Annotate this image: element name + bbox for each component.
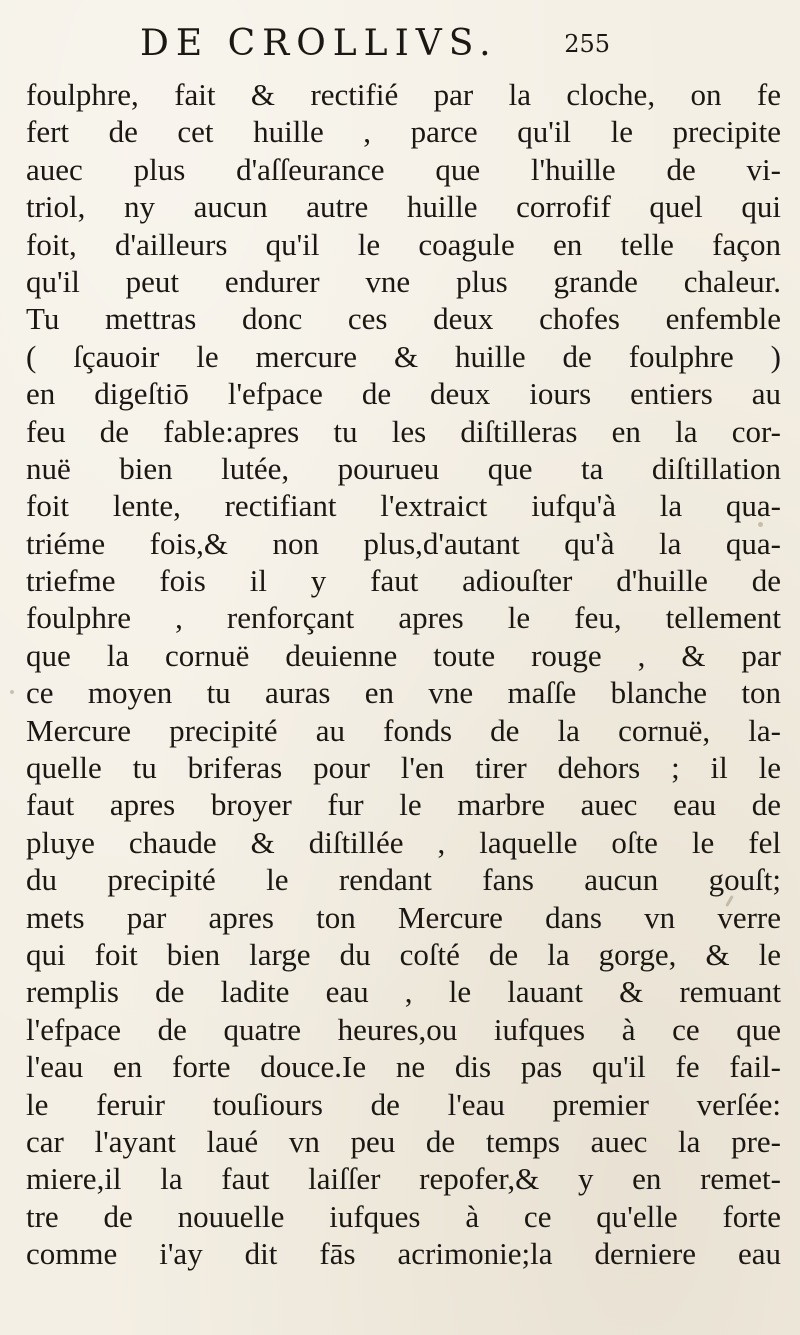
text-line: fert de cet huille , parce qu'il le precipite: [26, 114, 781, 150]
text-line: ( ſçauoir le mercure & huille de foulphre ): [26, 338, 781, 374]
page-header: [140, 22, 610, 66]
text-line: auec plus d'aſſeurance que l'huille de vi-: [26, 151, 781, 187]
body-text: [26, 76, 781, 1273]
text-line: faut apres broyer fur le marbre auec eau de: [26, 787, 781, 823]
ink-speck: [10, 690, 14, 694]
text-line: feu de fable:apres tu les diſtilleras en la cor-: [26, 413, 781, 449]
text-line: triol, ny aucun autre huille corrofif quel qui: [26, 189, 781, 225]
text-line: car l'ayant laué vn peu de temps auec la pre-: [26, 1123, 781, 1159]
text-line: triéme fois,& non plus,d'autant qu'à la qua-: [26, 525, 781, 561]
text-line: qui foit bien large du coſté de la gorge, & le: [26, 936, 781, 972]
text-line: miere,il la faut laiſſer repofer,& y en remet-: [26, 1161, 781, 1197]
running-title: DE CROLLIVS.: [140, 23, 498, 64]
text-line: foulphre, fait & rectifié par la cloche, on fe: [26, 77, 781, 112]
text-line: le feruir touſiours de l'eau premier verſée:: [26, 1086, 781, 1122]
text-line: triefme fois il y faut adiouſter d'huille de: [26, 563, 781, 599]
text-line: nuë bien lutée, pourueu que ta diſtillation: [26, 450, 781, 486]
text-line: du precipité le rendant fans aucun gouſt;: [26, 862, 781, 898]
text-line: foulphre , renforçant apres le feu, tellement: [26, 600, 781, 636]
text-line: qu'il peut endurer vne plus grande chaleur.: [26, 263, 781, 299]
ink-speck: [758, 522, 763, 527]
text-line: tre de nouuelle iufques à ce qu'elle forte: [26, 1198, 781, 1234]
text-line: foit lente, rectifiant l'extraict iufqu'à la qua-: [26, 488, 781, 524]
text-line: foit, d'ailleurs qu'il le coagule en telle façon: [26, 226, 781, 262]
text-line: pluye chaude & diſtillée , laquelle oſte le fel: [26, 824, 781, 860]
text-line: ce moyen tu auras en vne maſſe blanche ton: [26, 675, 781, 711]
page-number: 255: [564, 30, 610, 58]
text-line: Tu mettras donc ces deux chofes enfemble: [26, 301, 781, 337]
text-line: l'efpace de quatre heures,ou iufques à ce que: [26, 1011, 781, 1047]
text-line: mets par apres ton Mercure dans vn verre: [26, 899, 781, 935]
text-line: Mercure precipité au fonds de la cornuë, la-: [26, 712, 781, 748]
text-line: comme i'ay dit fās acrimonie;la derniere eau: [26, 1236, 781, 1272]
text-line: que la cornuë deuienne toute rouge , & par: [26, 637, 781, 673]
text-line: quelle tu briferas pour l'en tirer dehors ; il le: [26, 750, 781, 786]
text-line: l'eau en forte douce.Ie ne dis pas qu'il fe fail-: [26, 1049, 781, 1085]
text-line: en digeſtiō l'efpace de deux iours entiers au: [26, 376, 781, 412]
text-line: remplis de ladite eau , le lauant & remuant: [26, 974, 781, 1010]
